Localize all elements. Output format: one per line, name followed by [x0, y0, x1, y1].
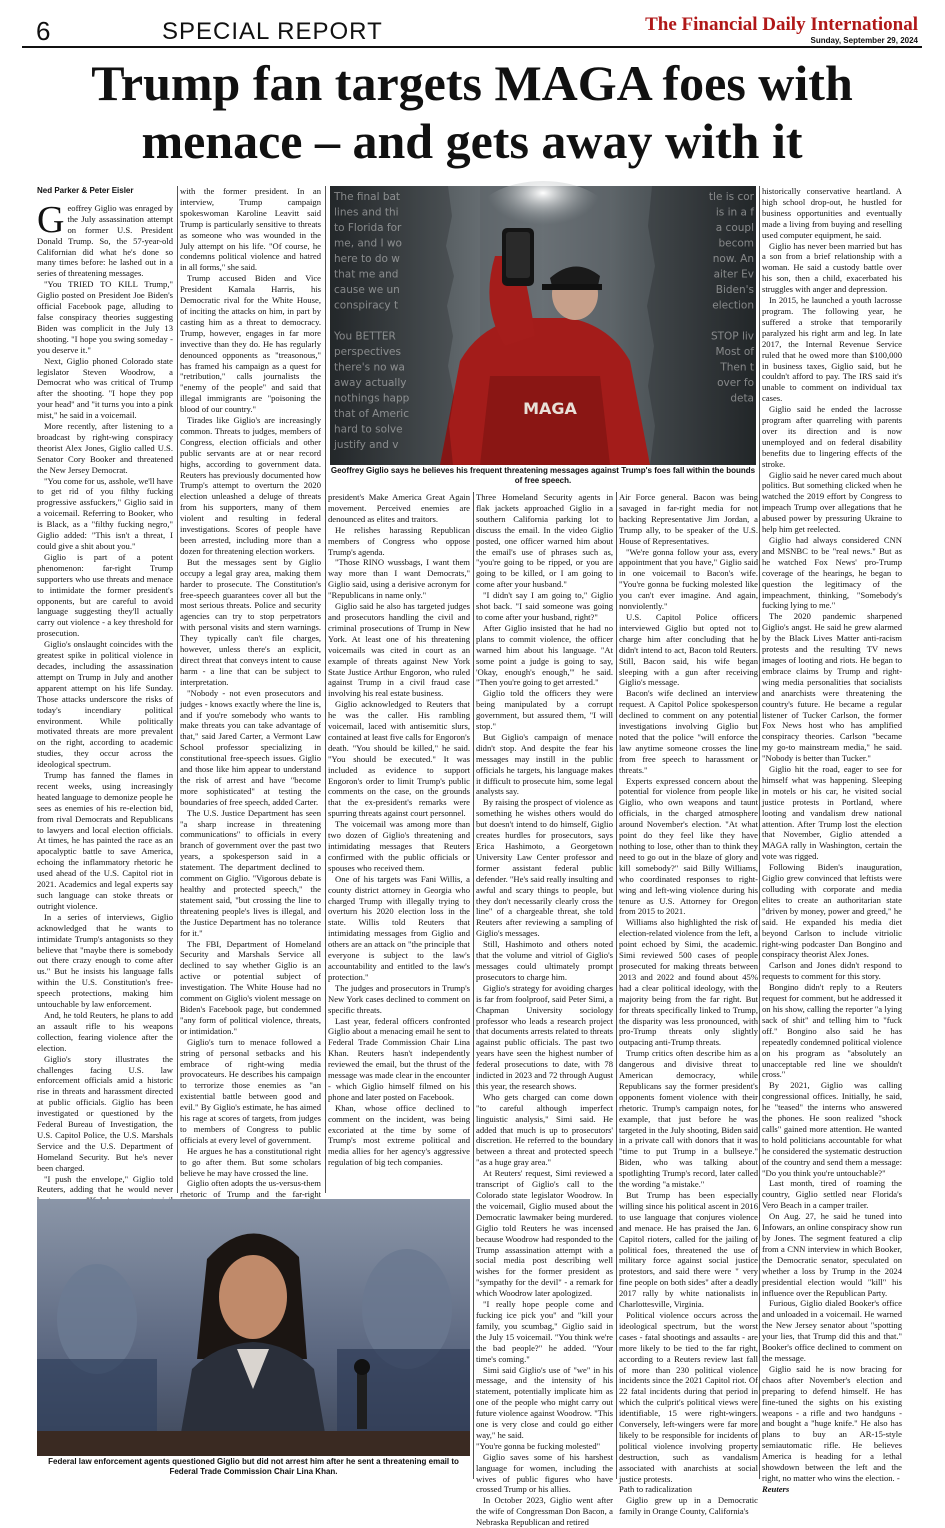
- article-paragraph: But the messages sent by Giglio occupy a legal gray area, making them harder to prosecute. The Constitution's free-speech guarantees cover all but the most serious threats. Police and security agencies can try to stop perpetrators with personal visits and stern warnings. They typically can't file charges, however, unless there's an explicit, direct threat that conveys intent to cause harm - a line that can be subject to interpretation.: [180, 556, 321, 687]
- article-signature: Reuters: [762, 1483, 790, 1494]
- overlay-text-line: deta: [730, 392, 754, 405]
- article-paragraph: By raising the prospect of violence as something he wishes others would do but doesn't intend to do himself, Giglio creates hurdles for prosecutors, says Erica Hashimoto, a Georgetown University Law Center professor and former assistant federal public defender. "He's said really insulting and awful and scary things to people, but they don't necessarily clearly cross the line" of a chargeable threat, she told Reuters after reviewing a sampling of Giglio's messages.: [476, 797, 613, 939]
- overlay-text-line: tle is cor: [708, 191, 754, 203]
- article-paragraph: historically conservative heartland. A high school drop-out, he hustled for business opportunities and eventually made a living from buying and reselling used computer equipment, he said.: [762, 186, 902, 240]
- column-rule: [616, 492, 617, 1479]
- article-column-3: [328, 492, 470, 1204]
- article-paragraph: Bongino didn't reply to a Reuters request for comment, but he addressed it on his show, calling the reporter "a lying sack of shit" and telling him to "fuck off." Bongino also said he has repeatedly condemned political violence on his program as "absolutely an unacceptable red line we shouldn't cross.": [762, 982, 902, 1080]
- masthead: [22, 14, 922, 48]
- article-column-5: [619, 492, 758, 1517]
- article-paragraph: He relishes harassing Republican members of Congress who oppose Trump's agenda.: [328, 524, 470, 557]
- article-paragraph: "You come for us, asshole, we'll have to get rid of you filthy fucking progressive assfuckers," Giglio said in a voicemail. Referring to Booker, who is Black, as a "filthy fucking negro," Giglio added: "This isn't a threat, I could give a shit about you.": [37, 475, 173, 551]
- article-paragraph: Tirades like Giglio's are increasingly common. Threats to judges, members of Congress, election officials and other public servants are at or near record highs, according to government data. Reuters has previously documented how Trump's attempt to overturn the 2020 election unleashed a deluge of threats from his supporters, many of them violent and resulting in federal investigations. Scores of people have been arrested, including more than a dozen for threatening election workers.: [180, 415, 321, 556]
- article-paragraph: Trump critics often describe him as a dangerous and divisive threat to American democracy, while Republicans say the former president's opponents foment violence with their rhetoric. Trump's campaign notes, for example, that just before he was targeted in the July shooting, Biden said in a private call with donors that it was "time to put Trump in a bullseye." Biden, who was talking about spotlighting Trump's record, later called the wording "a mistake.": [619, 1048, 758, 1190]
- headline-line-2: menace – and gets away with it: [141, 113, 803, 169]
- overlay-text-line: becom: [718, 237, 754, 250]
- overlay-text-line: You BETTER: [334, 330, 396, 343]
- byline: Ned Parker & Peter Eisler: [37, 186, 134, 195]
- overlay-text-line: hard to solve: [334, 423, 403, 436]
- headline-line-1: Trump fan targets MAGA foes with: [91, 55, 853, 111]
- article-paragraph: The judges and prosecutors in Trump's New York cases declined to comment on specific threats.: [328, 982, 470, 1015]
- column-rule: [759, 186, 760, 1479]
- newspaper-name: The Financial Daily International: [645, 14, 918, 35]
- shirt-lettering: MAGA: [523, 399, 577, 418]
- drop-cap: G: [37, 198, 65, 241]
- article-paragraph: "Nobody - not even prosecutors and judges - knows exactly where the line is, and if you're somebody who wants to make threats you can take advantage of that," said Jared Carter, a Vermont Law School professor specializing in constitutional free-speech issues. Giglio and those like him appear to understand the risk of arrest and have "become more sophisticated" at testing the boundaries of free speech, added Carter.: [180, 687, 321, 807]
- article-paragraph: with the former president. In an interview, Trump campaign spokeswoman Karoline Leavitt said Trump is particularly sensitive to threats as someone who was wounded in the July attempt on his life. "Of course, he condemns political violence and hatred in all forms," she said.: [180, 186, 321, 273]
- overlay-text-line: that of Americ: [334, 408, 409, 420]
- article-paragraph: He argues he has a constitutional right to go after them. But some scholars believe he may have crossed the line.: [180, 1145, 321, 1178]
- overlay-text-line: aiter Ev: [713, 268, 754, 281]
- article-column-1: [37, 186, 173, 1193]
- article-paragraph: Giglio saves some of his harshest language for women, including the wives of public figures who have crossed Trump or his allies.: [476, 1451, 613, 1495]
- overlay-text-line: cause we un: [334, 284, 400, 296]
- overlay-text-line: perspectives: [334, 346, 401, 358]
- article-paragraph: Furious, Giglio dialed Booker's office and unloaded in a voicemail. He warned the New Jersey senator about "spotting your lies, that Trump did this and that." Booker's office declined to comment on the message.: [762, 1298, 902, 1363]
- article-paragraph: "I didn't say I am going to," Giglio shot back. "I said someone was going to come after your husband, right?": [476, 590, 613, 622]
- overlay-text-line: over fo: [717, 377, 754, 389]
- article-paragraph: Following Biden's inauguration, Giglio grew convinced that leftists were colluding with corporate and media elites to create an authoritarian state "driven by money, power and greed," he said. He expanded his media diet beyond Carlson to include vitriolic right-wing podcaster Dan Bongino and conspiracy theorist Alex Jones.: [762, 862, 902, 960]
- article-paragraph: Giglio often adopts the us-versus-them rhetoric of Trump and the far-right: [180, 1178, 321, 1200]
- overlay-text-line: conspiracy t: [334, 299, 399, 312]
- overlay-text-line: to Florida for: [334, 222, 402, 234]
- article-column-2: [180, 186, 321, 1200]
- article-paragraph: By 2021, Giglio was calling congressional offices. Initially, he said, he "teased" the interns who answered the phones. He soon realized "shock calls" gained more attention. He wanted to hold politicians accountable for what he considered the systematic destruction of the country and send them a message: "Do you think you're untouchable?": [762, 1080, 902, 1178]
- article-paragraph: Trump has fanned the flames in recent weeks, using increasingly heated language to demonize people he sees as enemies of his re-election bid, from rival Democrats and Republicans to lawyers and local election officials. At times, he has painted the race as an apocalyptic battle to save America, echoing the inflammatory rhetoric he used ahead of the U.S. Capitol riot in 2021. Academics and legal experts say such language can stoke threats or outright violence.: [37, 770, 173, 911]
- overlay-text-line: that me and: [334, 268, 399, 281]
- overlay-text-line: me, and I wo: [334, 237, 402, 250]
- article-paragraph: "I push the envelope," Giglio told Reuters, adding that he would never: [37, 1173, 173, 1195]
- article-paragraph: Air Force general. Bacon was being savaged in far-right media for not backing Representative Jim Jordan, a Trump ally, to be speaker of the U.S. House of Representatives.: [619, 492, 758, 546]
- overlay-text-line: Most of: [715, 346, 754, 358]
- page-number: 6: [36, 16, 51, 46]
- overlay-text-line: now. An: [712, 253, 754, 265]
- column-rule: [473, 492, 474, 1479]
- headline: [22, 54, 922, 170]
- article-paragraph: Carlson and Jones didn't respond to requests to comment for this story.: [762, 960, 902, 982]
- article-paragraph: Giglio said he also has targeted judges and prosecutors handling the civil and criminal prosecutions of Trump in New York. At least one of his threatening voicemails was cited in court as an example of threats against New York State Justice Arthur Engoron, who ruled against Trump in a civil fraud case involving his real estate business.: [328, 601, 470, 699]
- article-paragraph: And, he told Reuters, he plans to add an assault rifle to his weapons collection, fearing violence after the election.: [37, 1009, 173, 1053]
- column-rule: [177, 186, 178, 1193]
- article-paragraph: Giglio hit the road, eager to see for himself what was happening. Sleeping in motels or his car, he visited social justice protests in Portland, where looting and vandalism drew national attention. After Trump lost the election that November, Giglio attended a MAGA rally in Washington, certain the vote was rigged.: [762, 764, 902, 862]
- issue-date: Sunday, September 29, 2024: [810, 36, 918, 45]
- article-paragraph: Giglio's turn to menace followed a string of personal setbacks and his embrace of right-wing media provocateurs. He describes his campaign to terrorize those enemies as "an existential battle between good and evil." By Giglio's estimate, he has aimed his rage at scores of targets, from judges to members of Congress to public officials at every level of government.: [180, 1036, 321, 1145]
- article-paragraph: Giglio has never been married but has a son from a brief relationship with a woman. He said a custody battle over his son, then a child, exacerbated his struggles with anger and depression.: [762, 240, 902, 295]
- article-paragraph: But Giglio's campaign of menace didn't stop. And despite the fear his messages may instill in the public officials he targets, his language makes it difficult to prosecute him, some legal analysts say.: [476, 731, 613, 797]
- article-paragraph: "I really hope people come and fucking ice pick you" and "kill your family, you scumbag," Giglio said in the July 15 voicemail. "You think we're the bad people?" he added. "Your time's coming.": [476, 1299, 613, 1364]
- overlay-text-line: there's no wa: [334, 361, 405, 374]
- article-paragraph: The U.S. Justice Department has seen "a sharp increase in threatening communications" to officials in every branch of government over the past two years, a spokesperson said in a statement. The department declined to comment on Giglio. "Vigorous debate is healthy and protected speech," the statement said, "but crossing the line to threatening people's lives is illegal, and the Justice Department has no tolerance for it.": [180, 807, 321, 938]
- article-paragraph: The FBI, Department of Homeland Security and Marshals Service all declined to say whether Giglio is an active or potential subject of investigation. The White House had no comment on Giglio's violent message on Biden's Facebook page, but condemned "any form of political violence, threats, or intimidation.": [180, 938, 321, 1036]
- article-paragraph: U.S. Capitol Police officers interviewed Giglio but opted not to charge him after concluding that he didn't intend to act, Bacon told Reuters. Still, Bacon said, his wife began sleeping with a gun after receiving Giglio's message.: [619, 611, 758, 688]
- overlay-text-line: Biden's: [715, 284, 754, 296]
- column-rule: [325, 186, 326, 1193]
- article-column-6: [762, 186, 902, 1494]
- article-paragraph: The 2020 pandemic sharpened Giglio's angst. He said he grew alarmed by the Black Lives Matter anti-racism protests and the resulting TV news images of looting and riots. He began to embrace claims by Trump and right-wing media personalities that socialists and anarchists were threatening the country's future. He became a regular listener of Tucker Carlson, the former Fox News host who has amplified conspiracy theories. Carlson "became my go-to mainstream media," he said. "Nobody is better than Tucker.": [762, 611, 902, 764]
- article-paragraph: In October 2023, Giglio went after the wife of Congressman Don Bacon, a Nebraska Republican and retired: [476, 1495, 613, 1528]
- article-paragraph: Simi said Giglio's use of "we" in his message, and the intensity of his statement, potentially implicate him as one of the people who might carry out future violence against Woodrow. "This one is very close and could go either way," he said.: [476, 1364, 613, 1440]
- overlay-text-line: Then t: [720, 361, 754, 374]
- hearing-room-illustration: [37, 1199, 470, 1456]
- overlay-text-line: nothings happ: [334, 392, 410, 405]
- overlay-text-line: justify and v: [334, 439, 399, 451]
- elevator-selfie-illustration: [330, 186, 756, 465]
- section-subhead: "You're gonna be fucking molested": [476, 1440, 601, 1451]
- article-paragraph: In 2015, he launched a youth lacrosse program. The following year, he suffered a stroke that temporarily paralyzed his right arm and leg. In late 2017, the Internal Revenue Service ruled that he owed more than $100,000 in business taxes, Giglio said, but he couldn't afford to pay. The IRS said it's unable to comment on individual tax cases.: [762, 295, 902, 404]
- article-paragraph: Giglio grew up in a Democratic family in Orange County, California's: [619, 1495, 758, 1517]
- article-paragraph: Giglio said he ended the lacrosse program after quarreling with parents over its direction and is now unemployed and on federal disability benefits due to lingering effects of the stroke.: [762, 404, 902, 469]
- article-paragraph: Experts expressed concern about the potential for violence from people like Giglio, who own weapons and taunt officials, in the charged atmosphere around November's election. "At what point do they feel like they have nothing to lose, other than to think they need to go out in the blaze of glory and kill somebody?" said Billy Williams, who coordinated responses to right-wing and left-wing violence during his tenure as U.S. Attorney for Oregon from 2015 to 2021.: [619, 775, 758, 917]
- article-paragraph: After Giglio insisted that he had no plans to commit violence, the officer warned him about his language. "At some point a judge is going to say, 'Okay, enough's enough,'" he said. "Then you're going to get arrested.": [476, 622, 613, 688]
- overlay-text-line: here to do w: [334, 253, 400, 265]
- article-paragraph: Last month, tired of roaming the country, Giglio settled near Florida's Vero Beach in a camper trailer.: [762, 1178, 902, 1211]
- article-paragraph: Giglio's strategy for avoiding charges is far from foolproof, said Peter Simi, a Chapman University sociology professor who leads a research project that documents arrests related to threats against public officials. The past two years have seen the highest number of federal prosecutions to date, with 78 indicted in 2023 and 72 through August this year, the research shows.: [476, 982, 613, 1091]
- article-paragraph: Giglio said he never cared much about politics. But something clicked when he watched the 2019 effort by Congress to impeach Trump over allegations that he abused power by pressuring Ukraine to help him get reelected.: [762, 469, 902, 535]
- overlay-text-line: a coupl: [715, 222, 754, 234]
- article-paragraph: "You TRIED TO KILL Trump," Giglio posted on President Joe Biden's official Facebook page, alluding to false conspiracy theories suggesting Biden was complicit in the July 13 shooting. "I hope you swing someday - you deserve it.": [37, 279, 173, 355]
- overlay-text-line: away actually: [334, 377, 407, 389]
- photo-caption-top: Geoffrey Giglio says he believes his frequent threatening messages against Trump's foes fall within the bounds of free speech.: [330, 466, 756, 485]
- section-label: SPECIAL REPORT: [162, 18, 383, 45]
- article-paragraph: Giglio's story illustrates the challenges facing U.S. law enforcement officials amid a historic rise in threats and harassment directed at public officials. Giglio has been investigated or questioned by the Federal Bureau of Investigation, the U.S. Capitol Police, the U.S. Marshals Service and the U.S. Department of Homeland Security. But he's never been charged.: [37, 1053, 173, 1173]
- overlay-text-line: The final bat: [334, 191, 401, 203]
- article-paragraph: Giglio told the officers they were being manipulated by a corrupt government, but assured them, "I will stop.": [476, 688, 613, 732]
- article-paragraph: Khan, whose office declined to comment on the incident, was being excoriated at the time by some of Trump's most extreme political and media allies for her agency's aggressive regulation of big tech companies.: [328, 1102, 470, 1168]
- overlay-text-line: STOP liv: [710, 330, 754, 343]
- article-paragraph: Who gets charged can come down "to careful although imperfect linguistic analysis," Simi said. He added that much is up to prosecutors' discretion. He referred to the boundary between a threat and protected speech "as a huge gray area.": [476, 1091, 613, 1168]
- section-subhead: Path to radicalization: [619, 1484, 693, 1495]
- article-paragraph: Giglio's onslaught coincides with the greatest spike in political violence in decades, including the assassination attempt on Trump in July and another apparent attempt on his life Sunday. Those attacks underscore the risks of today's incendiary political environment. While politically motivated threats are more prevalent on the right, according to academic studies, they occur across the ideological spectrum.: [37, 639, 173, 770]
- article-paragraph: Giglio acknowledged to Reuters that he was the caller. His rambling voicemail, laced with antisemitic slurs, contained at least five calls for Engoron's death. "You should be killed," he said. "You should be executed." It was included as evidence to support Engoron's order to limit Trump's public comments on the case, on the grounds that the ex-president's remarks were spurring threats against court personnel.: [328, 699, 470, 819]
- article-paragraph: president's Make America Great Again movement. Perceived enemies are denounced as elites and traitors.: [328, 492, 470, 524]
- article-paragraph: Bacon's wife declined an interview request. A Capitol Police spokesperson declined to comment on any potential investigations involving Giglio but noted that the police "will enforce the law anytime someone crosses the line from free speech to harassment or threats.": [619, 688, 758, 775]
- overlay-text-line: election: [712, 299, 754, 312]
- overlay-text-line: is in a f: [715, 206, 754, 219]
- article-paragraph: Geoffrey Giglio was enraged by the July assassination attempt on former U.S. President Donald Trump. So, the 57-year-old Californian did what he's done so many times before: he lashed out in a series of threatening messages.: [37, 198, 173, 279]
- article-paragraph: More recently, after listening to a broadcast by right-wing conspiracy theorist Alex Jones, Giglio called U.S. Senator Cory Booker and threatened the New Jersey Democrat.: [37, 421, 173, 475]
- article-paragraph: "We're gonna follow your ass, every appointment that you have," Giglio said in one voicemail to Bacon's wife. "You're gonna be fucking molested like you can't ever imagine. And again, nonviolently.": [619, 546, 758, 612]
- article-paragraph: The voicemail was among more than two dozen of Giglio's threatening and intimidating messages that Reuters confirmed with the public officials or spouses who received them.: [328, 819, 470, 873]
- article-paragraph: Giglio said he is now bracing for chaos after November's election and preparing to defend himself. He has fine-tuned the sights on his existing weapons - a rifle and two handguns - and bought a "huge knife." He also has plans to buy an AR-15-style semiautomatic rifle. He believes America is heading for a lethal showdown between the left and the right, no matter who wins the election. -: [762, 1363, 902, 1483]
- article-paragraph: Giglio had always considered CNN and MSNBC to be "real news." But as he watched Fox News' pro-Trump coverage of the hearings, he began to question the legitimacy of the impeachment, thinking, "Somebody's fucking lying to me.": [762, 535, 902, 611]
- article-paragraph: At Reuters' request, Simi reviewed a transcript of Giglio's call to the Colorado state legislator Woodrow. In the voicemail, Giglio mused about the Democratic lawmaker being murdered. Giglio told Reuters he was incensed because Woodrow had responded to the Trump assassination attempt with a social media post describing well wishes for the former president as "sympathy for the devil" - a remark for which Woodrow later apologized.: [476, 1168, 613, 1299]
- article-paragraph: Political violence occurs across the ideological spectrum, but the worst cases - fatal shootings and assaults - are more likely to be tied to the far right, according to a Reuters review last fall of more than 230 political violence incidents since the 2021 Capitol riot. Of 22 fatal incidents during that period in which the culprit's political views were identifiable, 15 were right-wingers. Conversely, left-wingers were far more likely to be responsible for incidents of political violence involving property destruction, such as vandalism associated with anarchists at social justice protests.: [619, 1309, 758, 1484]
- article-paragraph: "Those RINO wussbags, I want them way more than I want Democrats," Giglio said, using a derisive acronym for "Republicans in name only.": [328, 557, 470, 601]
- article-paragraph: Trump accused Biden and Vice President Kamala Harris, his Democratic rival for the White House, of inciting the attacks on him, in part by casting him as a threat to democracy. Trump, however, engages in far more invective than they do. He has regularly denounced opponents as "treasonous," has framed his campaign as a quest for "retribution," calls journalists the "enemy of the people" and said that illegal immigrants are "poisoning the blood of our country.": [180, 273, 321, 415]
- article-paragraph: One of his targets was Fani Willis, a county district attorney in Georgia who charged Trump with illegally trying to overturn his 2020 election loss in the state. Willis told Reuters that intimidating messages from Giglio and others are an attack on "the principle that everyone is subject to the law's accountability and entitled to the law's protection.": [328, 873, 470, 982]
- article-column-4: [476, 492, 613, 1528]
- photo-geoffrey-giglio: [330, 186, 756, 465]
- article-paragraph: In a series of interviews, Giglio acknowledged that he wants to intimidate Trump's antagonists so they believe that "maybe there is somebody out there crazy enough to come after us." But he insists his language falls within the U.S. Constitution's free-speech protections, making him untouchable by law enforcement.: [37, 911, 173, 1010]
- article-paragraph: Next, Giglio phoned Colorado state legislator Steven Woodrow, a Democrat who was critical of Trump after the shooting. "I hope they pop your head" and "it turns you into a pink mist," he said in a voicemail.: [37, 355, 173, 421]
- article-paragraph: Williams also highlighted the risk of election-related violence from the left, a point echoed by Simi, the academic. Simi reviewed 500 cases of people prosecuted for making threats between 2013 and 2022 and found about 45% had a clear political ideology, with the majority being from the far right. But for threats specifically linked to Trump, the disparity was less pronounced, with pro-Trump threats only slightly outpacing anti-Trump threats.: [619, 917, 758, 1048]
- article-paragraph: But Trump has been especially willing since his political ascent in 2016 to use language that conjures violence and menace. He has praised the Jan. 6 Capitol rioters, called for the jailing of political foes, threatened the use of military force against social justice protestors, and said there were " very fine people on both sides" after a deadly 2017 rally by white nationalists in Charlottesville, Virginia.: [619, 1190, 758, 1310]
- article-paragraph: Last year, federal officers confronted Giglio about a menacing email he sent to Federal Trade Commission Chair Lina Khan. Reuters hasn't independently reviewed the email, but the thrust of the message was made clear in the encounter - which Giglio himself filmed on his phone and later posted on Facebook.: [328, 1015, 470, 1102]
- article-paragraph: Still, Hashimoto and others noted that the volume and vitriol of Giglio's messages could ultimately prompt prosecutors to charge him.: [476, 939, 613, 982]
- article-paragraph: Giglio is part of a potent phenomenon: far-right Trump supporters who use threats and menace to intimidate the former president's opponents, but are careful to avoid language suggesting they'll actually carry out violence - a key threshold for prosecution.: [37, 551, 173, 639]
- article-paragraph: Three Homeland Security agents in flak jackets approached Giglio in a southern California parking lot to discuss the email. In the video Giglio posted, one officer warned him about the email's use of phrases such as, "you're going to be ripped, or you are going to be killed, or I am going to come after your husband.": [476, 492, 613, 590]
- photo-lina-khan: [37, 1199, 470, 1456]
- photo-caption-bottom: Federal law enforcement agents questioned Giglio but did not arrest him after he sent a threatening email to Federal Trade Commission Chair Lina Khan.: [48, 1457, 459, 1476]
- article-paragraph: On Aug. 27, he said he tuned into Infowars, an online conspiracy show run by Jones. The segment featured a clip from a CNN interview in which Booker, the Democratic senator, speculated on whether a loss by Trump in the 2024 presidential election would "kill" his influence over the Republican Party.: [762, 1211, 902, 1298]
- overlay-text-line: lines and thi: [334, 206, 399, 219]
